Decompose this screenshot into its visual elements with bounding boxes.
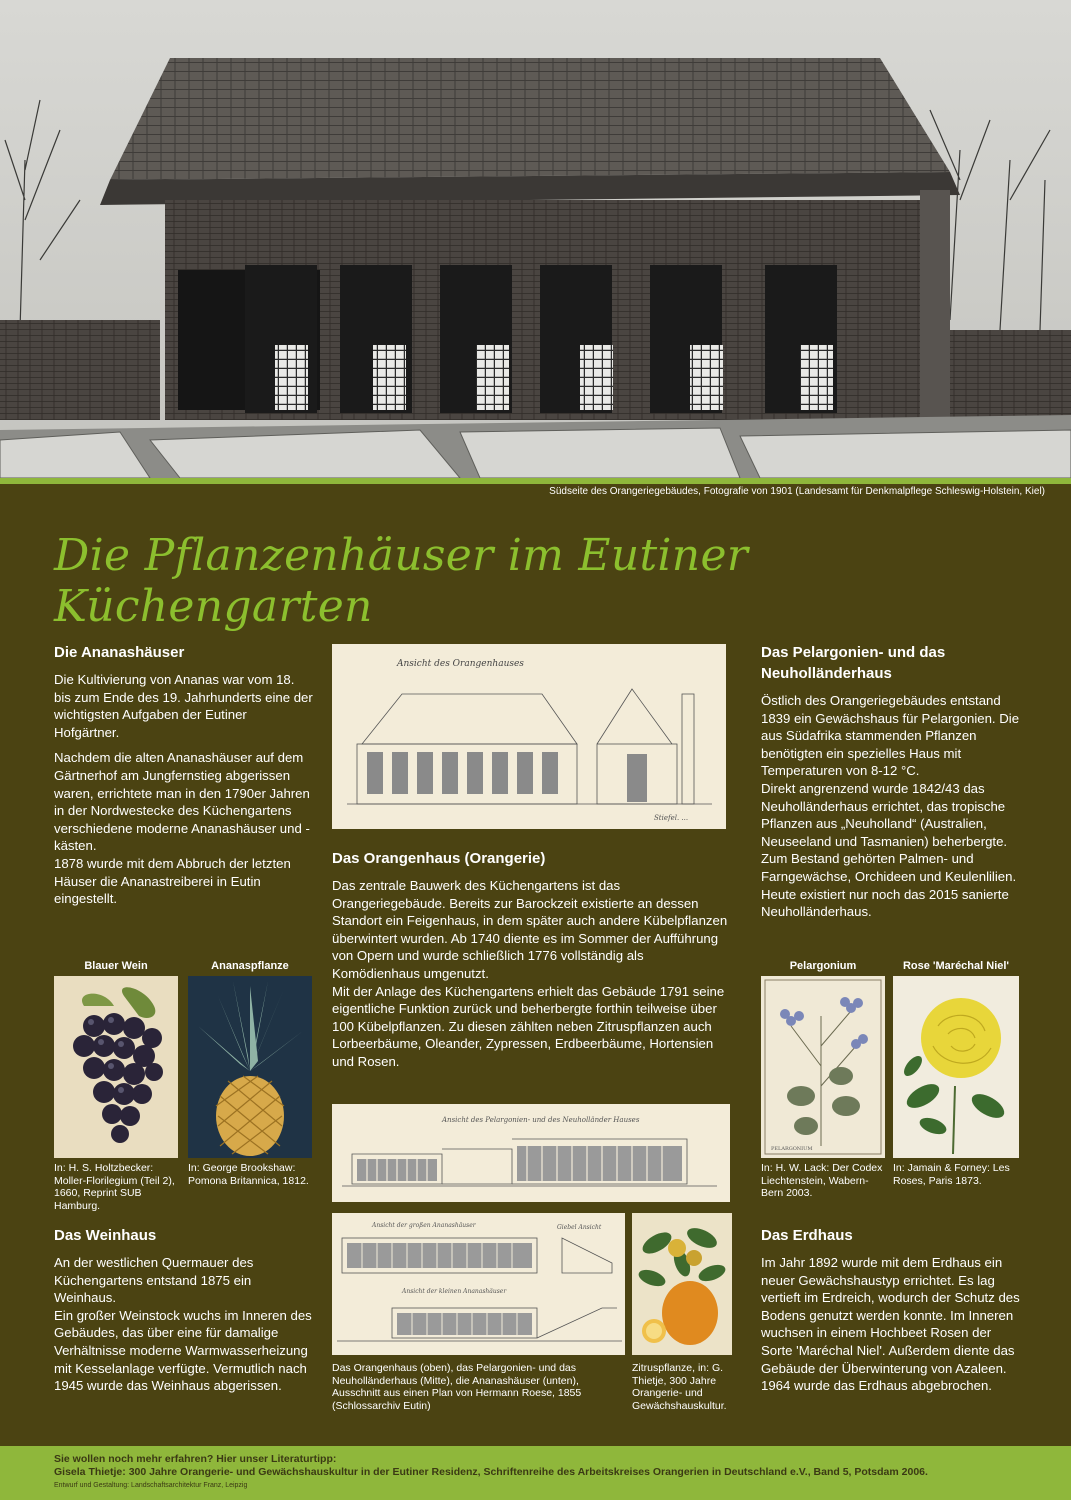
image-label: Rose 'Maréchal Niel' [902, 960, 1010, 972]
section-heading: Das Weinhaus [54, 1227, 157, 1244]
orangery-photo-drawing [0, 0, 1071, 478]
section-body [761, 692, 1023, 921]
plans-caption: Das Orangenhaus (oben), das Pelargonien- und das Neuholländerhaus (Mitte), die Ananashäuser (unten), Ausschnitt aus einen Plan von Hermann Roese, 1855 (Schlossarchiv Eutin) [332, 1362, 582, 1412]
section-heading: Die Ananashäuser [54, 644, 185, 661]
drawing-title: Ansicht der großen Ananashäuser [372, 1222, 476, 1229]
page-title: Die Pflanzenhäuser im Eutiner Küchengarten [54, 530, 749, 632]
section-ananashaeuser [54, 642, 314, 916]
paragraph: Ein großer Weinstock wuchs im Inneren des Gebäudes, das über eine für damalige Verhältnisse moderne Warmwasserheizung mit Kesselanlage verfügte. Vermutlich nach 1945 wurde das Weinhaus abgerissen. [54, 1307, 312, 1394]
section-heading: Das Pelargonien- und das Neuholländerhaus [761, 644, 946, 682]
pineapple-illustration [188, 976, 312, 1158]
image-caption: In: H. W. Lack: Der Codex Liechtenstein, Wabern-Bern 2003. [761, 1162, 883, 1199]
section-body [332, 877, 732, 1071]
citrus-caption: Zitruspflanze, in: G. Thietje, 300 Jahre Orangerie- und Gewächshauskultur. [632, 1362, 727, 1412]
accent-stripe [0, 478, 1071, 484]
orangery-elevation-drawing [332, 644, 726, 829]
paragraph: Heute existiert nur noch das 2015 sanierte Neuholländerhaus. [761, 886, 1009, 920]
image-label: Blauer Wein [84, 960, 148, 972]
pelargonium-illustration [761, 976, 885, 1158]
paragraph: Die Kultivierung von Ananas war vom 18. bis zum Ende des 19. Jahrhunderts eine der wichtigsten Aufgaben der Eutiner Hofgärtner. [54, 672, 313, 740]
image-caption: In: H. S. Holtzbecker: Moller-Florilegium (Teil 2), 1660, Reprint SUB Hamburg. [54, 1162, 175, 1212]
rose-icon [893, 976, 1019, 1158]
grape-icon [54, 976, 178, 1158]
paragraph: Im Jahr 1892 wurde mit dem Erdhaus ein neuer Gewächshaustyp errichtet. Es lag vertieft im Erdreich, wodurch der Schutz des Bodens genutzt werden konnte. Im Inneren wuchsen in einem Hochbeet Rosen der Sorte 'Maréchal Niel'. Außerdem diente das Gebäude der Überwinterung von Azaleen. [761, 1255, 1020, 1376]
paragraph: 1964 wurde das Erdhaus abgebrochen. [761, 1378, 992, 1394]
paragraph: Das zentrale Bauwerk des Küchengartens ist das Orangeriegebäude. Bereits zur Barockzeit existierte an dessen Standort ein Feigenhaus, in dem später auch andere Kübelpflanzen überwintert wurden. Ab 1740 diente es im Sommer der Aufführung von Opern und wurde schließlich 1776 vollständig als Komödienhaus umgenutzt. [332, 878, 728, 981]
grape-illustration [54, 976, 178, 1158]
paragraph: Nachdem die alten Ananashäuser auf dem Gärtnerhof am Jungfernstieg abgerissen waren, errichtete man in den 1790er Jahren in der Nordwestecke des Küchengartens verschiedene moderne Ananashäuser und -kästen. [54, 750, 310, 854]
elevation-drawing [332, 1213, 625, 1355]
photo-caption: Südseite des Orangeriegebäudes, Fotografie von 1901 (Landesamt für Denkmalpflege Schleswig-Holstein, Kiel) [549, 486, 1045, 497]
pineapple-house-drawing [332, 1213, 625, 1355]
literature-reference: Gisela Thietje: 300 Jahre Orangerie- und Gewächshauskultur in der Eutiner Residenz, Schriftenreihe des Arbeitskreises Orangerien in Deutschland e.V., Band 5, Potsdam 2006. [54, 1466, 928, 1478]
paragraph: 1878 wurde mit dem Abbruch der letzten Häuser die Ananastreiberei in Eutin eingestellt. [54, 855, 291, 907]
paragraph: Östlich des Orangeriegebäudes entstand 1839 ein Gewächshaus für Pelargonien. Die aus Südafrika stammenden Pflanzen benötigten ein spezielles Haus mit Temperaturen von 8-12 °C. [761, 693, 1020, 779]
rose-illustration [893, 976, 1019, 1158]
drawing-title: Ansicht der kleinen Ananashäuser [402, 1288, 507, 1295]
section-pelargonien [761, 642, 1023, 929]
section-weinhaus [54, 1225, 314, 1403]
section-body [761, 1254, 1023, 1395]
drawing-title: Ansicht des Pelargonien- und des Neuholländer Hauses [442, 1116, 640, 1124]
citrus-icon [632, 1213, 732, 1355]
footer-bar [0, 1446, 1071, 1500]
paragraph: Mit der Anlage des Küchengartens erhielt das Gebäude 1791 seine eigentliche Funktion zurück und beherbergte forthin teilweise über 100 Kübelpflanzen. Zu diesen zählten neben Zitruspflanzen auch Lorbeerbäume, Oleander, Zypressen, Erdbeerbäume, Hortensien und Rosen. [332, 983, 725, 1069]
image-label: Pelargonium [789, 960, 857, 972]
footer-intro: Sie wollen noch mehr erfahren? Hier unser Literaturtipp: [54, 1453, 337, 1465]
orangery-photo [0, 0, 1071, 478]
drawing-title: Giebel Ansicht [557, 1224, 602, 1231]
section-orangenhaus [332, 848, 732, 1079]
image-label: Ananaspflanze [211, 960, 289, 972]
drawing-title: Ansicht des Orangenhauses [397, 659, 524, 669]
pelargonium-icon [761, 976, 885, 1158]
section-body [54, 1254, 314, 1395]
image-caption: In: George Brookshaw: Pomona Britannica, 1812. [188, 1162, 309, 1187]
section-heading: Das Erdhaus [761, 1227, 853, 1244]
section-body [54, 671, 314, 908]
elevation-drawing [332, 1104, 730, 1202]
elevation-drawing [332, 644, 726, 829]
plate-text: PELARGONIUM [771, 1146, 813, 1152]
pineapple-icon [188, 976, 312, 1158]
drawing-signature: Stiefel. ... [654, 814, 689, 822]
section-erdhaus [761, 1225, 1023, 1403]
citrus-illustration [632, 1213, 732, 1355]
pelargonium-house-drawing [332, 1104, 730, 1202]
paragraph: Direkt angrenzend wurde 1842/43 das Neuholländerhaus errichtet, das tropische Pflanzen aus „Neuholland“ (Australien, Neuseeland und Tasmanien) beherbergte. Zum Bestand gehörten Palmen- und Farngewächse, Orchideen und Keulenlilien. [761, 780, 1017, 884]
section-heading: Das Orangenhaus (Orangerie) [332, 850, 546, 867]
paragraph: An der westlichen Quermauer des Küchengartens entstand 1875 ein Weinhaus. [54, 1255, 254, 1306]
image-caption: In: Jamain & Forney: Les Roses, Paris 1873. [893, 1162, 1010, 1187]
design-credit: Entwurf und Gestaltung: Landschaftsarchitektur Franz, Leipzig [54, 1482, 248, 1489]
